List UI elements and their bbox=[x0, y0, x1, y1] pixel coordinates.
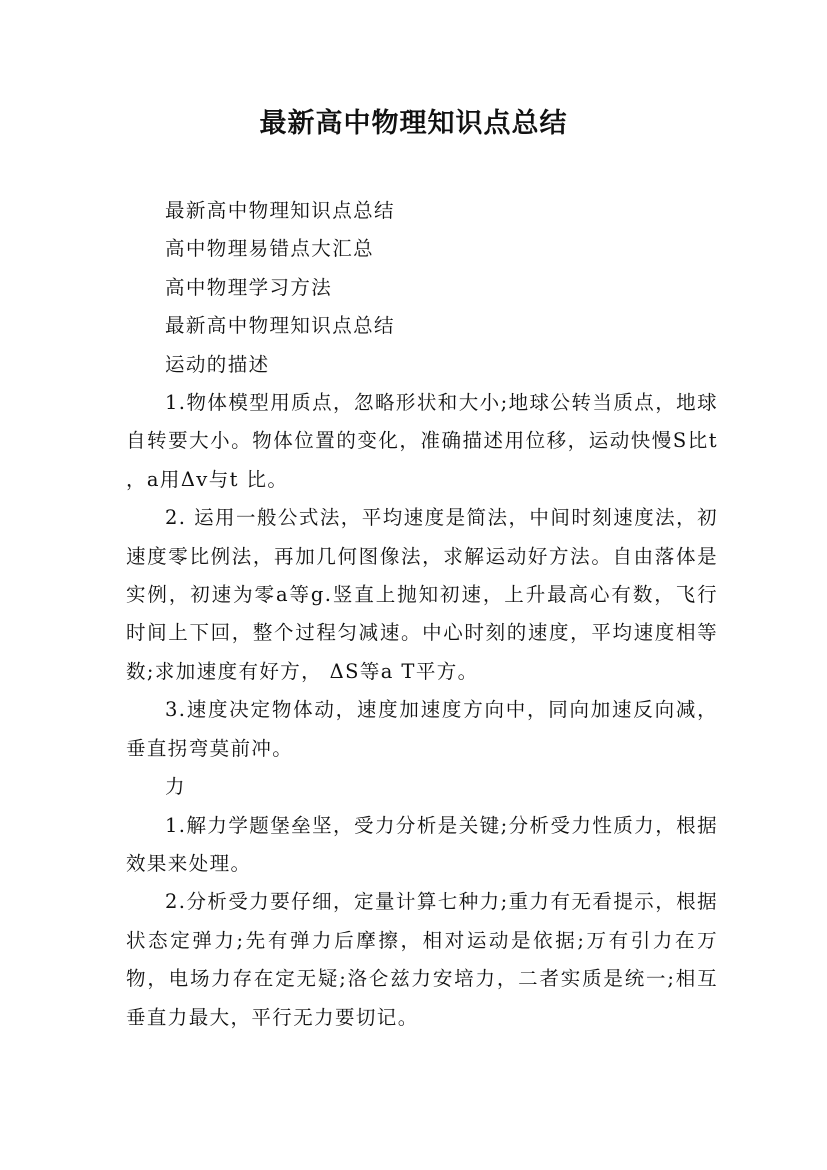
section-heading: 最新高中物理知识点总结 bbox=[165, 314, 395, 338]
toc-line-2: 高中物理易错点大汇总 bbox=[165, 237, 375, 261]
paragraph: 2.分析受力要仔细，定量计算七种力;重力有无看提示，根据状态定弹力;先有弹力后摩擦，相对运动是依据;万有引力在万物，电场力存在定无疑;洛仑兹力安培力，二者实质是统一;相互垂直力最大，平行无力要切记。 bbox=[126, 890, 718, 1029]
toc-line-1: 最新高中物理知识点总结 bbox=[165, 199, 395, 222]
paragraph: 1.解力学题堡垒坚，受力分析是关键;分析受力性质力，根据效果来处理。 bbox=[126, 813, 718, 875]
subsection-heading-force: 力 bbox=[165, 775, 186, 799]
paragraph: 2. 运用一般公式法，平均速度是简法，中间时刻速度法，初速度零比例法，再加几何图像法，求解运动好方法。自由落体是实例，初速为零a等g.竖直上抛知初速，上升最高心有数，飞行时间上下回，整个过程匀减速。中心时刻的速度，平均速度相等数;求加速度有好方， ΔS等a T平方。 bbox=[126, 506, 718, 683]
toc-line-3: 高中物理学习方法 bbox=[165, 275, 333, 299]
subsection-heading-motion: 运动的描述 bbox=[165, 352, 270, 376]
paragraph: 1.物体模型用质点，忽略形状和大小;地球公转当质点，地球自转要大小。物体位置的变化，准确描述用位移，运动快慢S比t ，a用Δv与t 比。 bbox=[126, 391, 718, 491]
paragraph: 3.速度决定物体动，速度加速度方向中，同向加速反向减，垂直拐弯莫前冲。 bbox=[126, 698, 718, 760]
document-title: 最新高中物理知识点总结 bbox=[259, 108, 568, 139]
document-body bbox=[126, 192, 718, 1037]
